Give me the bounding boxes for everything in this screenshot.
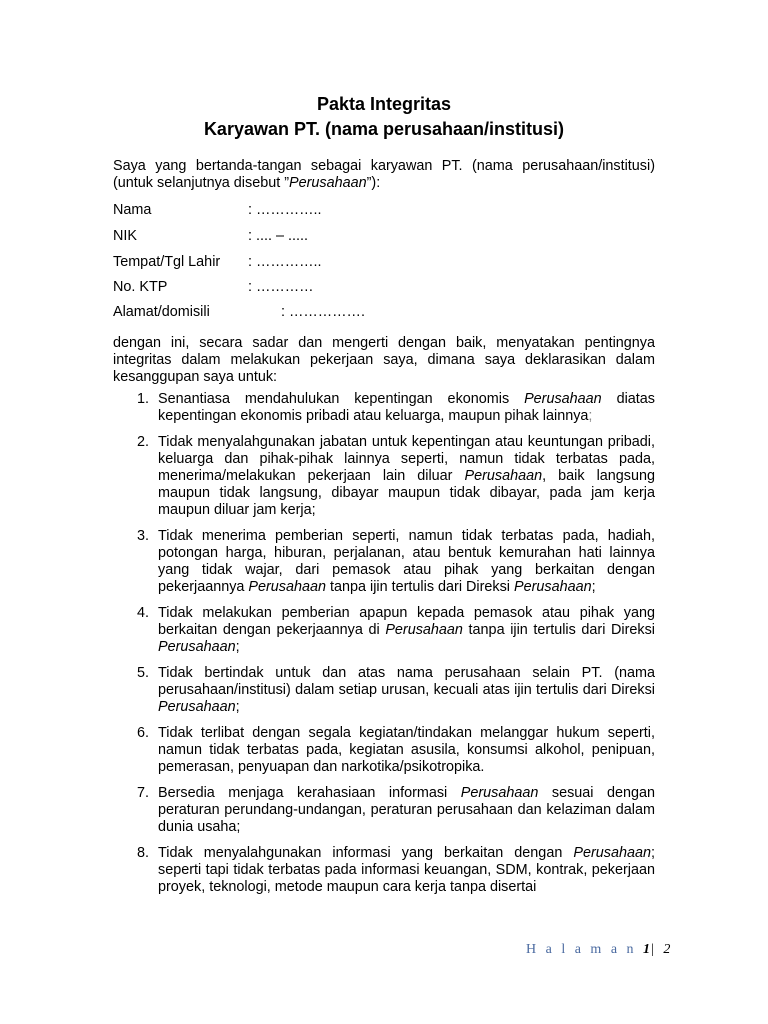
- footer-label: H a l a m a n: [526, 942, 637, 957]
- list-item: [113, 725, 655, 776]
- field-value-ttl: : …………..: [248, 254, 322, 270]
- field-value-nama: : …………..: [248, 202, 322, 218]
- list-text: Tidak menerima pemberian seperti, namun tidak terbatas pada, hadiah, potongan harga, hiburan, perjalanan, atau bentuk kemurahan hati lainnya yang tidak wajar, dari pemasok atau pihak yang berkaitan dengan pekerjaannya Perusahaan tanpa ijin tertulis dari Direksi Perusahaan;: [158, 528, 655, 595]
- list-item: [113, 528, 655, 596]
- field-value-ktp: : …………: [248, 279, 314, 295]
- list-item: [113, 845, 655, 896]
- list-text: Bersedia menjaga kerahasiaan informasi Perusahaan sesuai dengan peraturan perundang-undangan, peraturan perusahaan dan kelaziman dalam dunia usaha;: [158, 785, 655, 835]
- footer-total-pages: 2: [663, 942, 672, 957]
- list-text: Tidak terlibat dengan segala kegiatan/tindakan melanggar hukum seperti, namun tidak terbatas pada, kegiatan asusila, konsumsi alkohol, penipuan, pemerasan, penyuapan dan narkotika/psikotropika.: [158, 725, 655, 775]
- list-number: 5.: [136, 665, 149, 681]
- list-item: [113, 605, 655, 656]
- document-title: Pakta Integritas: [316, 94, 452, 114]
- footer-separator: |: [651, 942, 657, 957]
- list-number: 8.: [136, 845, 149, 861]
- list-text: Tidak melakukan pemberian apapun kepada pemasok atau pihak yang berkaitan dengan pekerjaannya di Perusahaan tanpa ijin tertulis dari Direksi Perusahaan;: [158, 605, 655, 655]
- list-text: Senantiasa mendahulukan kepentingan ekonomis Perusahaan diatas kepentingan ekonomis pribadi atau keluarga, maupun pihak lainnya;: [158, 391, 655, 424]
- footer-page-number: 1: [643, 942, 652, 957]
- field-label-ktp: No. KTP: [113, 279, 168, 295]
- list-item: [113, 391, 655, 425]
- field-label-nik: NIK: [113, 228, 137, 244]
- list-text: Tidak bertindak untuk dan atas nama perusahaan selain PT. (nama perusahaan/institusi) dalam setiap urusan, kecuali atas ijin tertulis dari Direksi Perusahaan;: [158, 665, 655, 715]
- field-value-nik: : .... – .....: [248, 228, 308, 244]
- list-item: [113, 665, 655, 716]
- list-number: 4.: [136, 605, 149, 621]
- list-number: 3.: [136, 528, 149, 544]
- field-label-ttl: Tempat/Tgl Lahir: [113, 254, 221, 270]
- intro-paragraph: Saya yang bertanda-tangan sebagai karyawan PT. (nama perusahaan/institusi) (untuk selanjutnya disebut ”Perusahaan”):: [113, 158, 655, 191]
- field-label-alamat: Alamat/domisili: [113, 304, 210, 320]
- list-number: 6.: [136, 725, 149, 741]
- list-number: 7.: [136, 785, 149, 801]
- list-text: Tidak menyalahgunakan informasi yang berkaitan dengan Perusahaan; seperti tapi tidak terbatas pada informasi keuangan, SDM, kontrak, pekerjaan proyek, teknologi, metode maupun cara kerja tanpa disertai: [158, 845, 655, 895]
- list-text: Tidak menyalahgunakan jabatan untuk kepentingan atau keuntungan pribadi, keluarga dan pihak-pihak lainnya seperti, namun tidak terbatas pada, menerima/melakukan pekerjaan lain diluar Perusahaan, baik langsung maupun tidak langsung, dibayar maupun tidak dibayar, pada jam kerja maupun diluar jam kerja;: [158, 434, 655, 518]
- commitment-list: [113, 391, 655, 905]
- closing-paragraph: dengan ini, secara sadar dan mengerti dengan baik, menyatakan pentingnya integritas dalam melakukan pekerjaan saya, dimana saya deklarasikan dalam kesanggupan saya untuk:: [113, 335, 655, 385]
- list-item: [113, 785, 655, 836]
- list-number: 1.: [136, 391, 149, 407]
- page-footer: [526, 942, 671, 958]
- field-label-nama: Nama: [113, 202, 152, 218]
- list-number: 2.: [136, 434, 149, 450]
- document-subtitle: Karyawan PT. (nama perusahaan/institusi): [203, 119, 565, 139]
- field-value-alamat: : …………….: [281, 304, 365, 320]
- list-item: [113, 434, 655, 519]
